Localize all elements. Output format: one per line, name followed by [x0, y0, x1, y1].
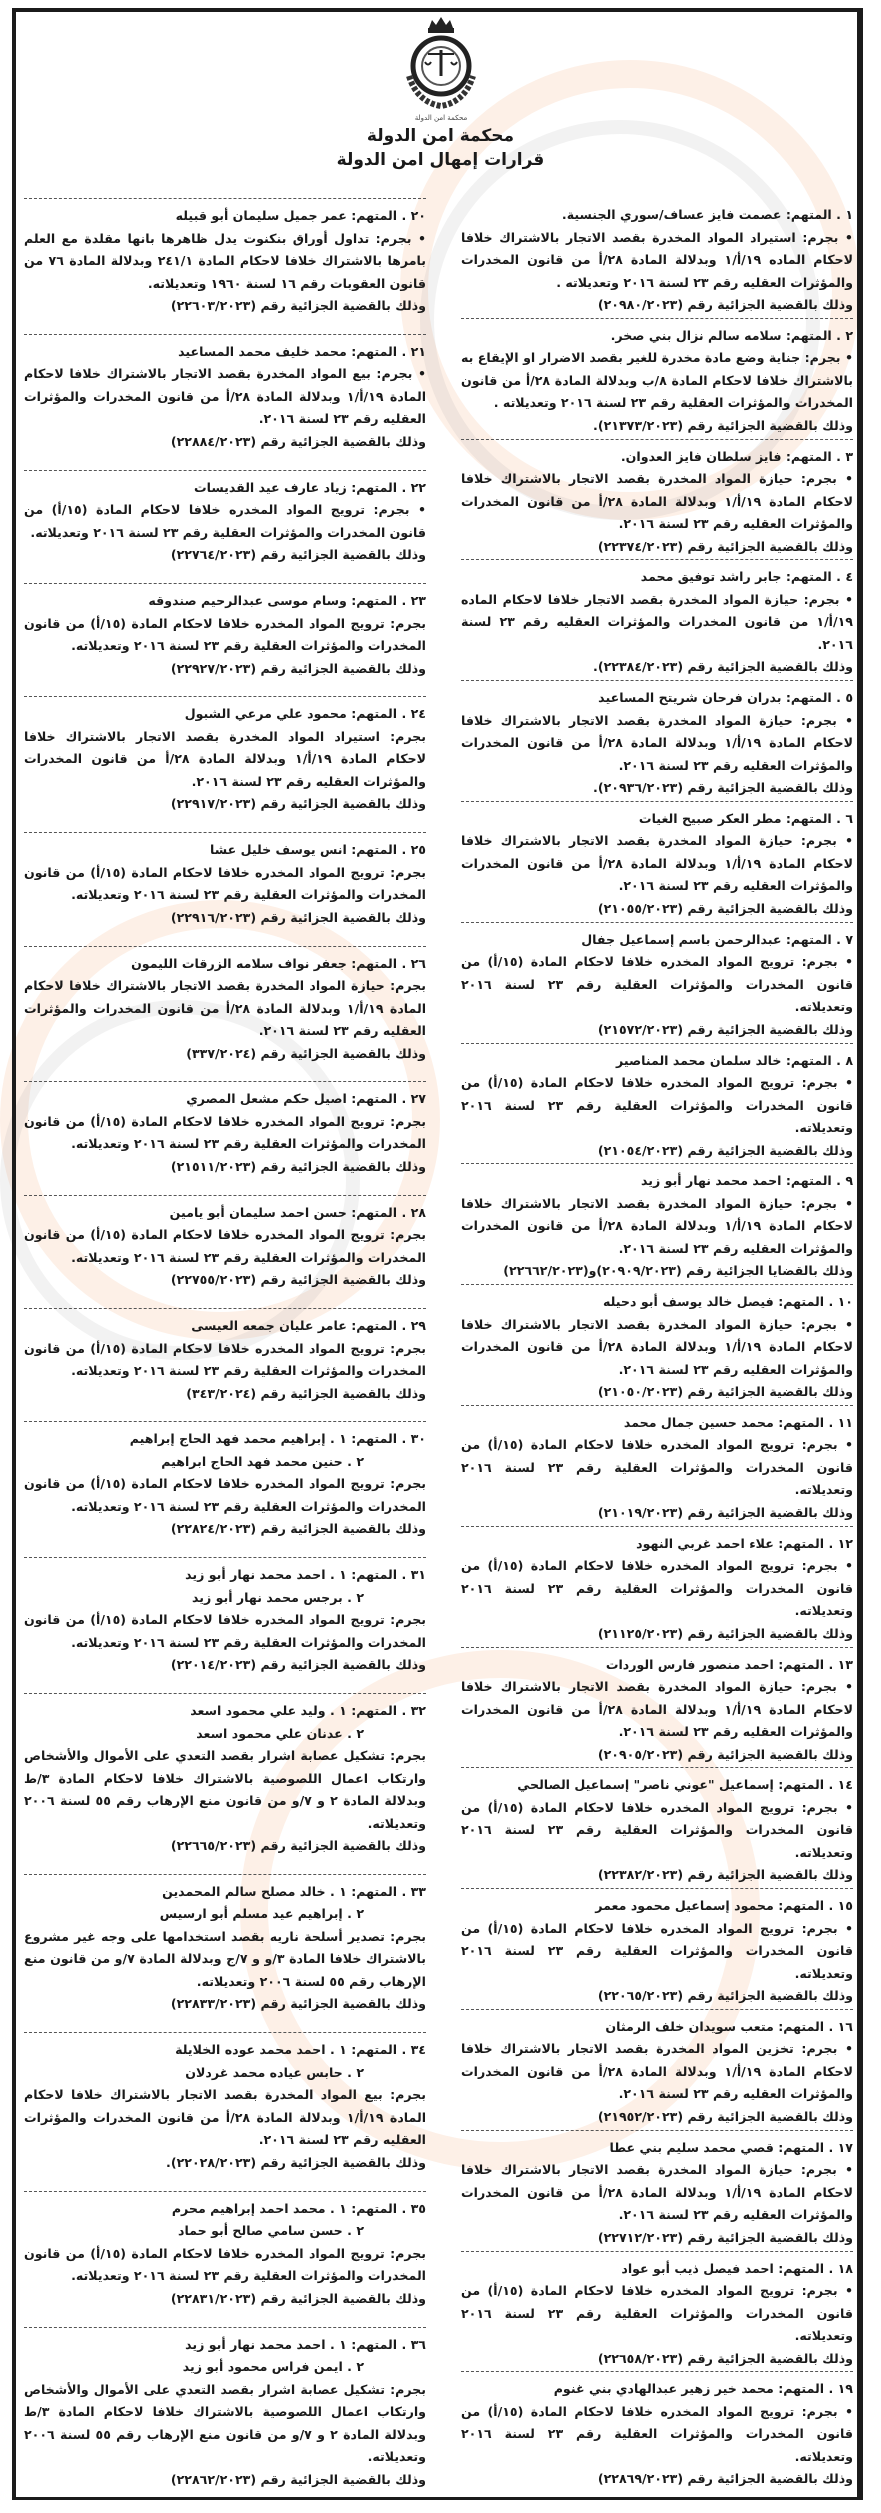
charge-text: • بجرم: حيازة المواد المخدرة بقصد الاتجار بالاشتراك خلافا لاحكام المادة ١٩/أ/١ وبدلالة المادة ٢٨/أ من قانون المخدرات والمؤثرات العقليه رقم ٢٣ لسنة ٢٠١٦.	[461, 833, 853, 894]
accused-line: ٣٤ . المتهم: ١ . احمد محمد عوده الخلايلة	[175, 2042, 426, 2058]
decision-entry	[461, 439, 853, 559]
accused-name: محمد حسين جمال محمد	[623, 1414, 774, 1430]
entry-number: ١٩	[837, 2381, 853, 2397]
accused-line: ٥ . المتهم: بدران فرحان شريتح المساعيد	[598, 690, 853, 706]
charge-text: بجرم: ترويج المواد المخدره خلافا لاحكام المادة (١٥/أ) من قانون المخدرات والمؤثرات العقلية رقم ٢٣ لسنة ٢٠١٦ وتعديلاته.	[24, 1340, 426, 1379]
charge-text: • بجرم: حيازة المواد المخدرة بقصد الاتجار بالاشتراك خلافا لاحكام المادة ١٩/أ/١ وبدلالة المادة ٢٨/أ من قانون المخدرات والمؤثرات العقليه رقم ٢٣ لسنة ٢٠١٦.	[461, 712, 853, 773]
decision-entry	[461, 2371, 853, 2491]
charge-text: بجرم: ترويج المواد المخدره خلافا لاحكام المادة (١٥/أ) من قانون المخدرات والمؤثرات العقلية رقم ٢٣ لسنة ٢٠١٦ وتعديلاته.	[24, 615, 426, 654]
charge-text: • بجرم: جناية وضع مادة مخدرة للغير بقصد الاضرار او الإيقاع به بالاشتراك خلافا لاحكام المادة ٨/ب وبدلالة المادة ٢٨/أ من قانون المخدرات والمؤثرات العقلية رقم ٢٣ لسنة ٢٠١٦ وتعديلاته .	[461, 350, 853, 411]
accused-label: المتهم:	[785, 690, 832, 706]
decision-entry	[24, 1421, 426, 1541]
accused-name: وسام موسى عبدالرحيم صندوقه	[148, 593, 347, 609]
entry-number: ١٥	[837, 1898, 853, 1914]
charge-text: بجرم: ترويج المواد المخدره خلافا لاحكام المادة (١٥/أ) من قانون المخدرات والمؤثرات العقلية رقم ٢٣ لسنة ٢٠١٦ وتعديلاته.	[24, 1227, 426, 1265]
case-number: وذلك بالقضية الجزائية رقم (٢٢٩١٦/٢٠٢٣)	[170, 909, 426, 925]
accused-label: المتهم:	[785, 327, 832, 343]
accused-name: عبدالرحمن باسم إسماعيل جفال	[581, 931, 782, 947]
charge-text: • بجرم: حيازة المواد المخدرة بقصد الاتجار بالاشتراك خلافا لاحكام المادة ١٩/أ/١ وبدلالة المادة ٢٨/أ من قانون المخدرات والمؤثرات العقليه رقم ٢٣ لسنة ٢٠١٦.	[461, 471, 853, 532]
accused-name: ١ . احمد محمد عوده الخلايلة	[175, 2042, 347, 2058]
entry-number: ٨	[845, 1052, 853, 1068]
accused-name: جعفر نواف سلامه الزرقات الليمون	[131, 955, 347, 971]
accused-name: حسن احمد سليمان أبو يامين	[169, 1204, 347, 1220]
charge-text: • بجرم: ترويج المواد المخدره خلافا لاحكام المادة (١٥/أ) من قانون المخدرات والمؤثرات العقلية رقم ٢٣ لسنة ٢٠١٦ وتعديلاته.	[461, 1920, 854, 1981]
entry-number: ٦	[845, 810, 853, 826]
case-number: وذلك بالقضية الجزائية رقم (٢٢٣٨٢/٢٠٢٣)	[597, 1867, 853, 1883]
decision-entry	[461, 2251, 853, 2371]
decision-entry	[24, 1195, 426, 1292]
accused-label: المتهم:	[785, 810, 832, 826]
accused-line: ١٩ . المتهم: محمد خير زهير عبدالهادي بني غنوم	[553, 2381, 853, 2397]
case-number: وذلك بالقضية الجزائية رقم (٢١٥٧٢/٢٠٢٣)	[597, 1021, 853, 1037]
charge-text: بجرم: تشكيل عصابة اشرار بقصد التعدي على الأموال والأشخاص وارتكاب اعمال اللصوصية بالاشتراك خلافا لاحكام المادة ٣/ط وبدلالة المادة ٢ و ٧/و من قانون منع الإرهاب رقم ٥٥ لسنة ٢٠٠٦ وتعديلاته.	[24, 2381, 426, 2464]
entry-number: ١٤	[837, 1777, 853, 1793]
entry-number: ٣٠	[410, 1431, 426, 1447]
accused-label: المتهم:	[785, 931, 832, 947]
decision-entry	[24, 334, 426, 454]
accused-line: ١٤ . المتهم: إسماعيل "عوني ناصر" إسماعيل الصالحي	[517, 1777, 853, 1793]
case-number: وذلك بالقضية الجزائية رقم (٢٢٦٦٥/٢٠٢٣)	[170, 1838, 426, 1854]
accused-name: ١ . خالد مصلح سالم المحمدين	[162, 1883, 347, 1899]
decision-entry	[461, 1043, 853, 1163]
decision-entry	[461, 680, 853, 800]
accused-name: جابر راشد توفيق محمد	[640, 569, 782, 585]
accused-label: المتهم:	[351, 1567, 398, 1583]
accused-name: قصي محمد سليم بني عطا	[609, 2139, 774, 2155]
case-number: وذلك بالقضية الجزائية رقم (٢٢٩٢٧/٢٠٢٣)	[170, 660, 426, 676]
accused-name: ١ . وليد علي محمود اسعد	[190, 1703, 347, 1719]
accused-label: المتهم:	[785, 1052, 832, 1068]
column-right	[461, 198, 853, 2491]
charge-text: • بجرم: ترويج المواد المخدره خلافا لاحكام المادة (١٥/أ) من قانون المخدرات والمؤثرات العقلية رقم ٢٣ لسنة ٢٠١٦ وتعديلاته.	[461, 1075, 854, 1136]
charge-text: بجرم: ترويج المواد المخدره خلافا لاحكام المادة (١٥/أ) من قانون المخدرات والمؤثرات العقلية رقم ٢٣ لسنة ٢٠١٦ وتعديلاته.	[24, 864, 426, 903]
accused-line: ٣ . المتهم: فايز سلطان فايز العدوان.	[620, 448, 853, 464]
charge-text: بجرم: ترويج المواد المخدره خلافا لاحكام المادة (١٥/أ) من قانون المخدرات والمؤثرات العقلية رقم ٢٣ لسنة ٢٠١٦ وتعديلاته.	[24, 1612, 426, 1650]
accused-name: ١ . احمد محمد نهار أبو زيد	[185, 2336, 347, 2352]
accused-label: المتهم:	[351, 2200, 398, 2216]
case-number: وذلك بالقضية الجزائية رقم (٢٢٠٢٨/٢٠٢٣).	[166, 2154, 426, 2170]
accused-name: عمر جميل سليمان أبو قبيله	[175, 208, 347, 223]
charge-text: • بجرم: حيازة المواد المخدرة بقصد الاتجار بالاشتراك خلافا لاحكام المادة ١٩/أ/١ وبدلالة المادة ٢٨/أ من قانون المخدرات والمؤثرات العقليه رقم ٢٣ لسنة ٢٠١٦.	[461, 1195, 853, 1256]
entry-number: ٢٦	[410, 955, 426, 971]
accused-label: المتهم:	[351, 1318, 398, 1334]
charge-text: • بجرم: ترويج المواد المخدره خلافا لاحكام المادة (١٥/أ) من قانون المخدرات والمؤثرات العقلية رقم ٢٣ لسنة ٢٠١٦ وتعديلاته.	[461, 1799, 854, 1860]
case-number: وذلك بالقضية الجزائية رقم (٢٢٨٦٢/٢٠٢٣)	[170, 2471, 426, 2487]
entry-number: ٧	[845, 931, 853, 947]
entry-number: ٣	[845, 448, 853, 464]
decision-entry	[24, 198, 426, 318]
accused-line: ١٣ . المتهم: احمد منصور فارس الوردات	[605, 1656, 853, 1672]
accused-name: متعب سويدان خلف الرمثان	[605, 2018, 774, 2034]
accused-name: ١ . محمد احمد إبراهيم محرم	[171, 2200, 347, 2216]
charge-text: بجرم: ترويج المواد المخدره خلافا لاحكام المادة (١٥/أ) من قانون المخدرات والمؤثرات العقلية رقم ٢٣ لسنة ٢٠١٦ وتعديلاته.	[24, 1476, 426, 1514]
decision-entry	[461, 1163, 853, 1283]
accused-name: احمد فيصل ذيب أبو عواد	[621, 2260, 774, 2276]
case-number: وذلك بالقضية الجزائية رقم (٢٢٦٥٨/٢٠٢٣)	[597, 2350, 853, 2366]
charge-text: • بجرم: ترويج المواد المخدره خلافا لاحكام المادة (١٥/أ) من قانون المخدرات والمؤثرات العقلية رقم ٢٣ لسنة ٢٠١٦ وتعديلاته.	[24, 502, 427, 540]
case-number: وذلك بالقضية الجزائية رقم (٢٢٧٥٥/٢٠٢٣)	[170, 1272, 426, 1288]
accused-label: المتهم:	[778, 1898, 825, 1914]
entry-number: ٢	[845, 327, 853, 343]
decision-entry	[24, 1081, 426, 1178]
accused-line: ١ . المتهم: عصمت فايز عساف/سوري الجنسية.	[561, 207, 853, 222]
accused-name: ٢ . حنين محمد فهد الحاج ابراهيم	[161, 1453, 364, 1469]
entry-number: ٤	[845, 569, 853, 585]
accused-line: ٣٣ . المتهم: ١ . خالد مصلح سالم المحمدين	[162, 1883, 426, 1899]
accused-line: ٣٠ . المتهم: ١ . إبراهيم محمد فهد الحاج إبراهيم	[129, 1431, 426, 1447]
case-number: وذلك بالقضية الجزائية رقم (٢٢٧٦٤/٢٠٢٣)	[170, 547, 426, 563]
entry-number: ١٠	[837, 1294, 853, 1310]
accused-line	[24, 2062, 426, 2085]
entry-number: ١٦	[837, 2018, 853, 2034]
accused-line: ٣٥ . المتهم: ١ . محمد احمد إبراهيم محرم	[171, 2200, 426, 2216]
charge-text: • بجرم: حيازة المواد المخدرة بقصد الاتجار بالاشتراك خلافا لاحكام المادة ١٩/أ/١ وبدلالة المادة ٢٨/أ من قانون المخدرات والمؤثرات العقليه رقم ٢٣ لسنة ٢٠١٦.	[461, 1316, 853, 1377]
accused-name: ٢ . عدنان علي محمود اسعد	[196, 1725, 364, 1741]
accused-line: ٧ . المتهم: عبدالرحمن باسم إسماعيل جفال	[581, 931, 853, 947]
entry-number: ٣٢	[410, 1703, 426, 1719]
charge-text: بجرم: تصدير أسلحة ناريه بقصد استخدامها على وجه غير مشروع بالاشتراك خلافا المادة ٣/و و ٧/ج وبدلالة المادة ٧/و من قانون منع الإرهاب رقم ٥٥ لسنة ٢٠٠٦ وتعديلاته.	[24, 1928, 426, 1989]
decision-entry	[461, 559, 853, 679]
case-number: وذلك بالقضية الجزائية رقم (٢١٠٥٠/٢٠٢٣)	[597, 1384, 853, 1400]
accused-line: ١٥ . المتهم: محمود إسماعيل محمود معمر	[595, 1898, 853, 1914]
case-number: وذلك بالقضية الجزائية رقم (٣٣٧/٢٠٢٤)	[186, 1045, 426, 1061]
page-title: قرارات إمهال امن الدولة	[336, 150, 545, 170]
accused-name: فيصل خالد يوسف أبو دحيله	[603, 1294, 774, 1310]
accused-line	[24, 1587, 426, 1610]
accused-name: محمود إسماعيل محمود معمر	[595, 1898, 774, 1914]
entry-number: ٢٨	[410, 1204, 426, 1220]
accused-label: المتهم:	[778, 1535, 825, 1551]
accused-line: ٢ . المتهم: سلامه سالم نزال بني صخر.	[610, 327, 853, 343]
accused-label: المتهم:	[785, 1173, 832, 1189]
case-number: وذلك بالقضية الجزائية رقم (٢٢٨٨٤/٢٠٢٣)	[170, 433, 426, 449]
charge-text: بجرم: بيع المواد المخدرة بقصد الاتجار بالاشتراك خلافا لاحكام المادة ١٩/أ/١ وبدلالة المادة ٢٨/أ من قانون المخدرات والمؤثرات العقليه رقم ٢٣ لسنة ٢٠١٦.	[24, 2087, 427, 2148]
entry-number: ٣١	[410, 1567, 426, 1583]
accused-name: ٢ . برجس محمد نهار أبو زيد	[191, 1589, 364, 1605]
decision-entry	[24, 946, 426, 1066]
accused-name: ١ . احمد محمد نهار أبو زيد	[185, 1567, 347, 1583]
accused-name: ٢ . حابس عياده محمد غردلان	[185, 2064, 364, 2080]
accused-line: ٢٧ . المتهم: اصيل حكم مشعل المصري	[186, 1091, 426, 1107]
accused-line: ٤ . المتهم: جابر راشد توفيق محمد	[640, 569, 853, 585]
accused-name: عامر عليان جمعه العيسى	[191, 1318, 347, 1334]
case-number: وذلك بالقضية الجزائية رقم (٢٢٠٦٥/٢٠٢٣)	[597, 1988, 853, 2004]
entry-number: ١٣	[837, 1656, 853, 1672]
case-number: وذلك بالقضية الجزائية رقم (٢٢٣٧٤/٢٠٢٣)	[597, 538, 853, 554]
entry-number: ٩	[845, 1173, 853, 1189]
entry-number: ٣٦	[410, 2336, 426, 2352]
entry-number: ١١	[837, 1414, 853, 1430]
court-emblem-icon	[395, 14, 487, 124]
accused-label: المتهم:	[351, 1431, 398, 1447]
accused-label: المتهم:	[778, 2260, 825, 2276]
charge-text: بجرم: ترويج المواد المخدره خلافا لاحكام المادة (١٥/أ) من قانون المخدرات والمؤثرات العقلية رقم ٢٣ لسنة ٢٠١٦ وتعديلاته.	[24, 1113, 426, 1152]
decision-entry	[461, 1405, 853, 1525]
entry-number: ٣٤	[410, 2042, 426, 2058]
entry-number: ٢٢	[410, 479, 426, 495]
accused-label: المتهم:	[785, 448, 832, 464]
case-number: وذلك بالقضية الجزائية رقم (٢٢٧١٢/٢٠٢٣)	[597, 2229, 853, 2245]
case-number: وذلك بالقضية الجزائية رقم (٢١٠١٩/٢٠٢٣)	[597, 1504, 853, 1520]
decision-entry	[24, 1693, 426, 1858]
accused-name: ٢ . حسن سامي صالح أبو حماد	[177, 2223, 364, 2239]
case-number: وذلك بالقضية الجزائية رقم (٢٠٩٨٠/٢٠٢٣)	[597, 297, 853, 312]
decision-entry	[24, 583, 426, 680]
accused-label: المتهم:	[351, 2336, 398, 2352]
accused-name: ١ . إبراهيم محمد فهد الحاج إبراهيم	[129, 1431, 347, 1447]
charge-text: • بجرم: حيازة المواد المخدرة بقصد الاتجار بالاشتراك خلافا لاحكام المادة ١٩/أ/١ وبدلالة المادة ٢٨/أ من قانون المخدرات والمؤثرات العقليه رقم ٢٣ لسنة ٢٠١٦.	[461, 1679, 853, 1740]
decision-entry	[461, 1526, 853, 1646]
charge-text: بجرم: حيازة المواد المخدرة بقصد الاتجار بالاشتراك خلافا لاحكام المادة ١٩/أ/١ وبدلالة المادة ٢٨/أ من قانون المخدرات والمؤثرات العقليه رقم ٢٣ لسنة ٢٠١٦.	[24, 978, 427, 1039]
charge-text: • بجرم: استيراد المواد المخدرة بقصد الاتجار بالاشتراك خلافا لاحكام الماده ١٩/أ/١ وبدلالة المادة ٢٨/أ من قانون المخدرات والمؤثرات العقليه رقم ٢٣ لسنة ٢٠١٦ وتعديلاته .	[461, 229, 853, 290]
charge-text: • بجرم: ترويج المواد المخدره خلافا لاحكام المادة (١٥/أ) من قانون المخدرات والمؤثرات العقلية رقم ٢٣ لسنة ٢٠١٦ وتعديلاته.	[461, 2403, 854, 2464]
accused-label: المتهم:	[778, 1294, 825, 1310]
accused-label: المتهم:	[351, 208, 398, 223]
accused-line: ٣١ . المتهم: ١ . احمد محمد نهار أبو زيد	[185, 1567, 426, 1583]
accused-label: المتهم:	[785, 207, 832, 222]
accused-label: المتهم:	[351, 2042, 398, 2058]
accused-line: ٢٩ . المتهم: عامر عليان جمعه العيسى	[191, 1318, 426, 1334]
accused-line: ١٢ . المتهم: علاء احمد غربي النهود	[636, 1535, 853, 1551]
accused-name: علاء احمد غربي النهود	[636, 1535, 774, 1551]
accused-line: ١٨ . المتهم: احمد فيصل ذيب أبو عواد	[621, 2260, 853, 2276]
case-number: وذلك بالقضية الجزائية رقم (٢٠٩٠٥/٢٠٢٣)	[597, 1746, 853, 1762]
accused-name: انس يوسف خليل عشا	[210, 842, 347, 858]
decision-entry	[461, 1888, 853, 2008]
accused-name: احمد محمد نهار أبو زيد	[641, 1173, 782, 1189]
decision-entry	[24, 832, 426, 929]
charge-text: • بجرم: تداول أوراق بنكنوت يدل ظاهرها بانها مقلدة مع العلم بامرها بالاشتراك خلافا لاحكام المادة ٢٤١/١ وبدلالة المادة ٧٦ من قانون العقوبات رقم ١٦ لسنة ١٩٦٠ وتعديلاته.	[24, 230, 427, 291]
accused-line: ٣٦ . المتهم: ١ . احمد محمد نهار أبو زيد	[185, 2336, 426, 2352]
decision-entry	[24, 470, 426, 567]
charge-text: بجرم: استيراد المواد المخدرة بقصد الاتجار بالاشتراك خلافا لاحكام المادة ١٩/أ/١ وبدلالة المادة ٢٨/أ من قانون المخدرات والمؤثرات العقليه رقم ٢٣ لسنة ٢٠١٦.	[24, 728, 426, 789]
accused-name: مطر العكر صبيح الغيات	[638, 810, 782, 826]
accused-line: ٨ . المتهم: خالد سلمان محمد المناصير	[615, 1052, 853, 1068]
entry-number: ٢١	[410, 343, 426, 359]
accused-line: ١٧ . المتهم: قصي محمد سليم بني عطا	[609, 2139, 853, 2155]
accused-line: ٣٢ . المتهم: ١ . وليد علي محمود اسعد	[190, 1703, 426, 1719]
case-number: وذلك بالقضية الجزائية رقم (٢٢٣٨٤/٢٠٢٣).	[593, 659, 853, 675]
accused-label: المتهم:	[351, 955, 398, 971]
entry-number: ٥	[845, 690, 853, 706]
accused-name: ٢ . ايمن فراس محمود أبو زيد	[182, 2359, 364, 2374]
accused-line: ٢١ . المتهم: محمد خليف محمد المساعيد	[178, 343, 426, 359]
charge-text: بجرم: ترويج المواد المخدره خلافا لاحكام المادة (١٥/أ) من قانون المخدرات والمؤثرات العقلية رقم ٢٣ لسنة ٢٠١٦ وتعديلاته.	[24, 2245, 426, 2284]
accused-line: ١٠ . المتهم: فيصل خالد يوسف أبو دحيله	[603, 1294, 853, 1310]
entry-number: ٣٥	[410, 2200, 426, 2216]
accused-line	[24, 1451, 426, 1474]
entry-number: ٢٠	[410, 208, 426, 223]
decision-entry	[461, 922, 853, 1042]
accused-label: المتهم:	[351, 706, 398, 722]
case-number: وذلك بالقضية الجزائية رقم (٢١٠٥٤/٢٠٢٣)	[597, 1142, 853, 1158]
decision-entry	[461, 801, 853, 921]
charge-text: • بجرم: ترويج المواد المخدره خلافا لاحكام المادة (١٥/أ) من قانون المخدرات والمؤثرات العقلية رقم ٢٣ لسنة ٢٠١٦ وتعديلاته.	[461, 954, 854, 1015]
decision-entry	[461, 2130, 853, 2250]
case-number: وذلك بالقضية الجزائية رقم (٢٢٦٠٣/٢٠٢٣)	[170, 298, 426, 313]
accused-name: احمد منصور فارس الوردات	[605, 1656, 774, 1672]
case-number: وذلك بالقضايا الجزائية رقم (٢٠٩٠٩/٢٠٢٣)و(٢٢٦٦٢/٢٠٢٣)	[503, 1263, 853, 1279]
accused-name: بدران فرحان شريتح المساعيد	[598, 690, 782, 706]
entry-number: ٣٣	[410, 1883, 426, 1899]
accused-name: سلامه سالم نزال بني صخر.	[610, 327, 782, 343]
accused-line: ١٦ . المتهم: متعب سويدان خلف الرمثان	[605, 2018, 853, 2034]
accused-name: عصمت فايز عساف/سوري الجنسية.	[561, 207, 782, 222]
accused-line	[24, 1723, 426, 1746]
charge-text: • بجرم: ترويج المواد المخدره خلافا لاحكام المادة (١٥/أ) من قانون المخدرات والمؤثرات العقلية رقم ٢٣ لسنة ٢٠١٦ وتعديلاته.	[461, 2283, 854, 2344]
accused-label: المتهم:	[351, 1883, 398, 1899]
case-number: وذلك بالقضية الجزائية رقم (٢١٥١١/٢٠٢٣)	[170, 1158, 426, 1174]
case-number: وذلك بالقضية الجزائية رقم (٢٢٩١٧/٢٠٢٣)	[170, 796, 426, 812]
accused-line	[24, 2356, 426, 2379]
entry-number: ١٨	[837, 2260, 853, 2276]
accused-line: ٢٠ . المتهم: عمر جميل سليمان أبو قبيله	[175, 208, 426, 223]
accused-label: المتهم:	[351, 593, 398, 609]
entry-number: ١٢	[837, 1535, 853, 1551]
decision-entry	[461, 198, 853, 317]
accused-line: ٦ . المتهم: مطر العكر صبيح الغيات	[638, 810, 853, 826]
accused-label: المتهم:	[778, 1777, 825, 1793]
case-number: وذلك بالقضية الجزائية رقم (٢٢٨٣٣/٢٠٢٣)	[170, 1996, 426, 2012]
charge-text: • بجرم: ترويج المواد المخدره خلافا لاحكام المادة (١٥/أ) من قانون المخدرات والمؤثرات العقلية رقم ٢٣ لسنة ٢٠١٦ وتعديلاته.	[461, 1558, 854, 1619]
case-number: وذلك بالقضية الجزائية رقم (٢٢٠١٤/٢٠٢٣)	[170, 1657, 426, 1673]
accused-name: فايز سلطان فايز العدوان.	[620, 448, 782, 464]
accused-line: ٢٢ . المتهم: زياد عارف عيد القديسات	[193, 479, 426, 495]
entry-number: ١	[845, 207, 853, 222]
entry-number: ٢٧	[410, 1091, 426, 1107]
accused-label: المتهم:	[778, 2018, 825, 2034]
accused-name: محمد خير زهير عبدالهادي بني غنوم	[553, 2381, 774, 2397]
case-number: وذلك بالقضية الجزائية رقم (٢٠٩٣٦/٢٠٢٣).	[593, 780, 853, 796]
accused-line	[24, 1903, 426, 1926]
decision-entry	[24, 2327, 426, 2492]
accused-name: إسماعيل "عوني ناصر" إسماعيل الصالحي	[517, 1777, 774, 1793]
decision-entry	[24, 696, 426, 816]
column-left	[24, 198, 426, 2491]
decision-entry	[24, 1308, 426, 1405]
accused-line	[24, 2220, 426, 2243]
accused-line: ٩ . المتهم: احمد محمد نهار أبو زيد	[641, 1173, 853, 1189]
court-title: محكمة امن الدولة	[366, 126, 515, 146]
accused-name: محمد خليف محمد المساعيد	[178, 343, 347, 359]
accused-line: ٢٣ . المتهم: وسام موسى عبدالرحيم صندوقه	[148, 593, 426, 609]
charge-text: • بجرم: حيازة المواد المخدرة بقصد الاتجار بالاشتراك خلافا لاحكام المادة ١٩/أ/١ وبدلالة المادة ٢٨/أ من قانون المخدرات والمؤثرات العقليه رقم ٢٣ لسنة ٢٠١٦.	[461, 2162, 853, 2223]
accused-label: المتهم:	[351, 1091, 398, 1107]
accused-line: ١١ . المتهم: محمد حسين جمال محمد	[623, 1414, 853, 1430]
decision-entry	[24, 2191, 426, 2311]
header	[0, 14, 881, 172]
accused-name: محمود علي مرعي الشبول	[184, 706, 347, 722]
decision-entry	[461, 1767, 853, 1887]
entry-number: ٢٩	[410, 1318, 426, 1334]
accused-name: زياد عارف عيد القديسات	[193, 479, 347, 495]
case-number: وذلك بالقضية الجزائية رقم (٢١٩٥٢/٢٠٢٣)	[597, 2108, 853, 2124]
accused-label: المتهم:	[351, 1703, 398, 1719]
accused-label: المتهم:	[778, 2381, 825, 2397]
decision-entry	[461, 1647, 853, 1767]
accused-line: ٢٤ . المتهم: محمود علي مرعي الشبول	[184, 706, 426, 722]
accused-label: المتهم:	[778, 2139, 825, 2155]
accused-name: خالد سلمان محمد المناصير	[615, 1052, 782, 1068]
decision-entry	[461, 1284, 853, 1404]
accused-line: ٢٥ . المتهم: انس يوسف خليل عشا	[210, 842, 426, 858]
entry-number: ١٧	[837, 2139, 853, 2155]
accused-label: المتهم:	[351, 1204, 398, 1220]
case-number: وذلك بالقضية الجزائية رقم (٢١٣٧٣/٢٠٢٣).	[593, 417, 853, 433]
accused-label: المتهم:	[778, 1656, 825, 1672]
accused-label: المتهم:	[351, 479, 398, 495]
accused-line: ٢٨ . المتهم: حسن احمد سليمان أبو يامين	[169, 1204, 426, 1220]
accused-line: ٢٦ . المتهم: جعفر نواف سلامه الزرقات الليمون	[131, 955, 426, 971]
accused-label: المتهم:	[785, 569, 832, 585]
accused-label: المتهم:	[351, 343, 398, 359]
accused-name: ٢ . إبراهيم عيد مسلم أبو ارسيس	[159, 1906, 364, 1922]
decision-entry	[461, 2009, 853, 2129]
charge-text: بجرم: تشكيل عصابة اشرار بقصد التعدي على الأموال والأشخاص وارتكاب اعمال اللصوصية بالاشتراك خلافا لاحكام المادة ٣/ط وبدلالة المادة ٢ و ٧/و من قانون منع الإرهاب رقم ٥٥ لسنة ٢٠٠٦ وتعديلاته.	[24, 1748, 426, 1831]
charge-text: • بجرم: حيازة المواد المخدرة بقصد الاتجار خلافا لاحكام الماده ١٩/أ/١ من قانون المخدرات والمؤثرات العقليه رقم ٢٣ لسنة ٢٠١٦.	[461, 591, 853, 652]
entry-number: ٢٥	[410, 842, 426, 858]
case-number: وذلك بالقضية الجزائية رقم (٢١١٢٥/٢٠٢٣)	[597, 1625, 853, 1641]
charge-text: • بجرم: بيع المواد المخدرة بقصد الاتجار بالاشتراك خلافا لاحكام المادة ١٩/أ/١ وبدلالة المادة ٢٨/أ من قانون المخدرات والمؤثرات العقليه رقم ٢٣ لسنة ٢٠١٦.	[24, 366, 427, 427]
svg-text:محكمة امن الدولة: محكمة امن الدولة	[414, 114, 467, 122]
case-number: وذلك بالقضية الجزائية رقم (٣٤٣/٢٠٢٤)	[186, 1385, 426, 1401]
case-number: وذلك بالقضية الجزائية رقم (٢٢٨٣١/٢٠٢٣)	[170, 2290, 426, 2306]
decision-entry	[461, 318, 853, 438]
decision-entry	[24, 1874, 426, 2016]
decision-entry	[24, 2032, 426, 2174]
case-number: وذلك بالقضية الجزائية رقم (٢٢٨٦٩/٢٠٢٣)	[597, 2471, 853, 2487]
case-number: وذلك بالقضية الجزائية رقم (٢٢٨٢٤/٢٠٢٣)	[170, 1521, 426, 1537]
decision-entry	[24, 1557, 426, 1677]
case-number: وذلك بالقضية الجزائية رقم (٢١٠٥٥/٢٠٢٣)	[597, 900, 853, 916]
charge-text: • بجرم: تخزين المواد المخدرة بقصد الاتجار بالاشتراك خلافا لاحكام المادة ١٩/أ/١ وبدلالة المادة ٢٨/أ من قانون المخدرات والمؤثرات العقليه رقم ٢٣ لسنة ٢٠١٦.	[461, 2041, 853, 2102]
entry-number: ٢٣	[410, 593, 426, 609]
accused-name: اصيل حكم مشعل المصري	[186, 1091, 347, 1107]
accused-label: المتهم:	[351, 842, 398, 858]
entry-number: ٢٤	[410, 706, 426, 722]
accused-label: المتهم:	[778, 1414, 825, 1430]
charge-text: • بجرم: ترويج المواد المخدره خلافا لاحكام المادة (١٥/أ) من قانون المخدرات والمؤثرات العقلية رقم ٢٣ لسنة ٢٠١٦ وتعديلاته.	[461, 1437, 854, 1498]
